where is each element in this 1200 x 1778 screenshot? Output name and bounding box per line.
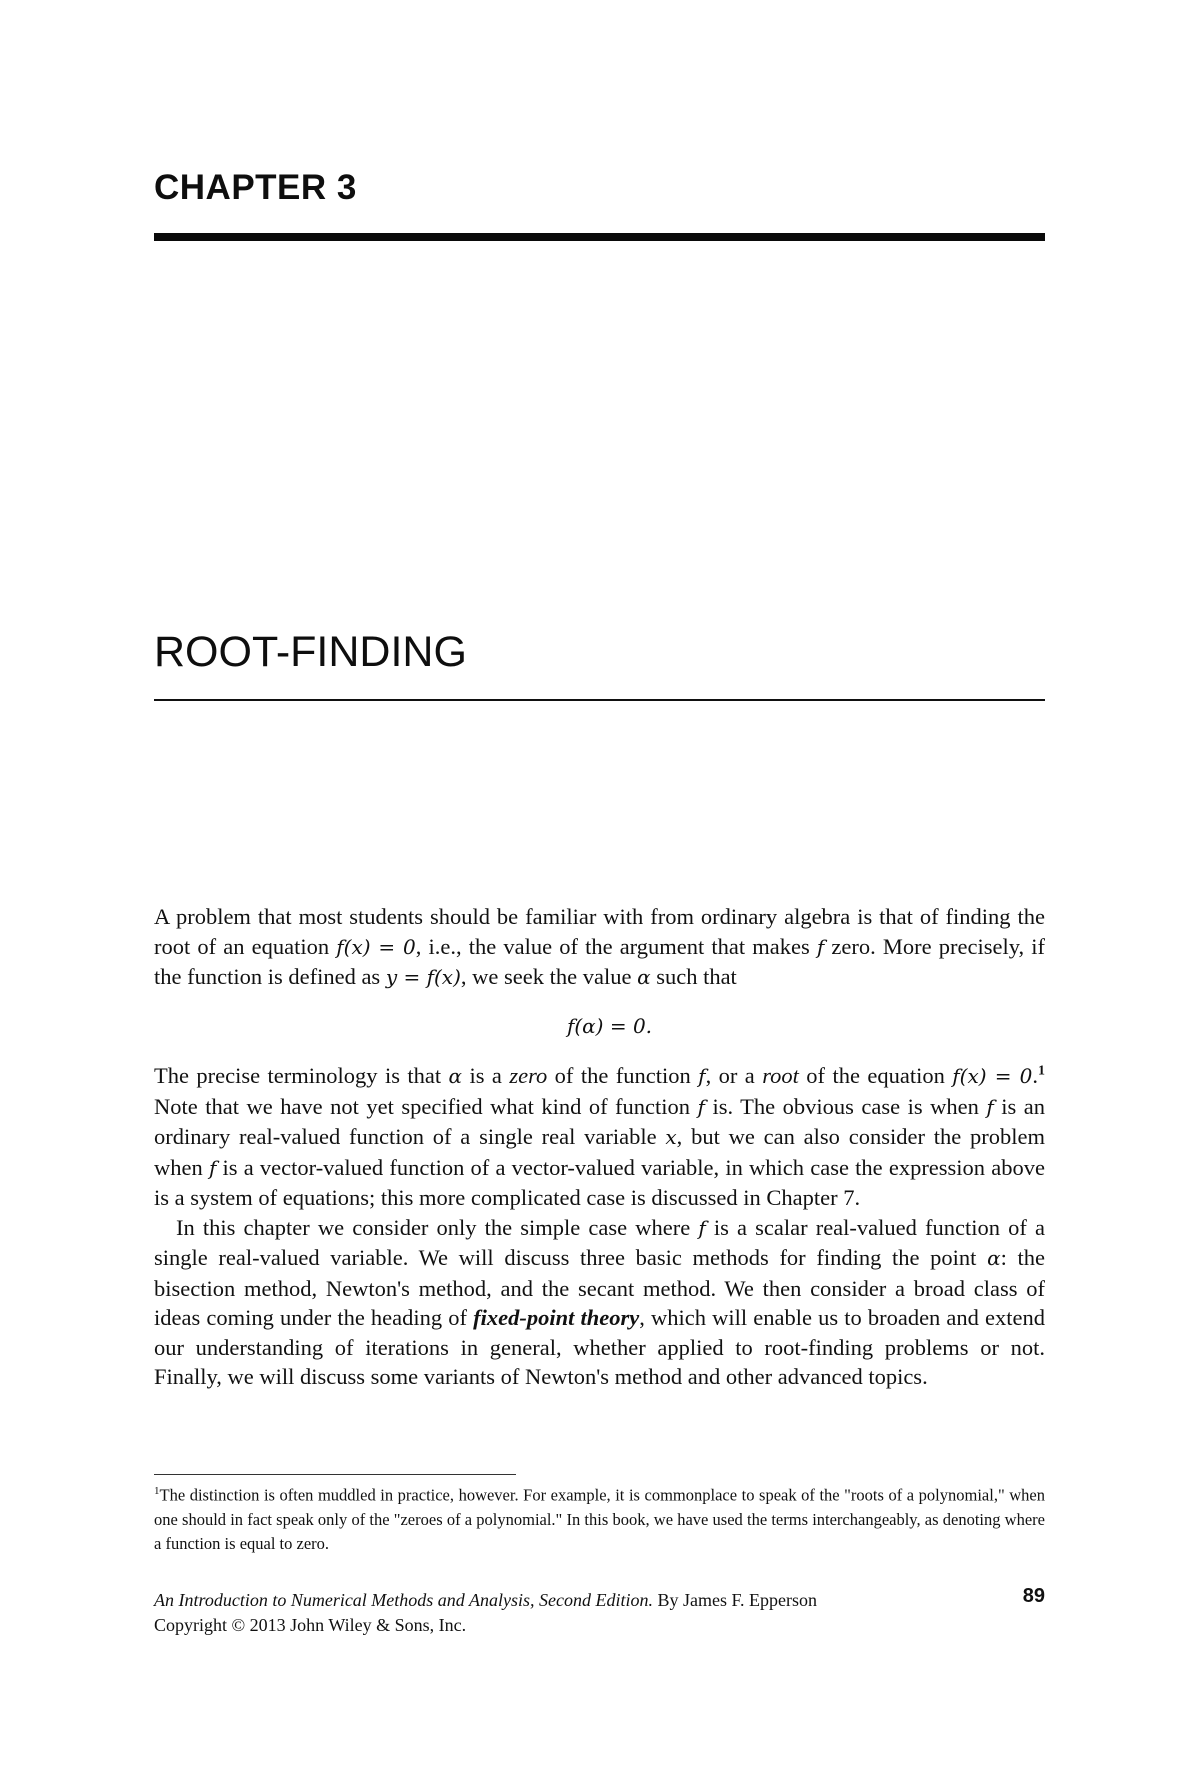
body-text <box>154 902 1045 1392</box>
book-citation <box>154 1588 1045 1613</box>
book-author: By James F. Epperson <box>652 1590 818 1610</box>
paragraph-1: A problem that most students should be familiar with from ordinary algebra is that of finding the root of an equation f(x) = 0, i.e., the value of the argument that makes f zero. More precisely, if the function is defined as y = f(x), we seek the value α such that <box>154 904 1045 989</box>
footnote-reference[interactable]: 1 <box>1038 1063 1045 1079</box>
footnote-text: The distinction is often muddled in practice, however. For example, it is commonplace to speak of the "roots of a polynomial," when one should in fact speak only of the "zeroes of a polynomial." In this book, we have used the terms interchangeably, as denoting where a function is equal to zero. <box>154 1485 1045 1553</box>
footnote-mark: 1 <box>154 1485 160 1497</box>
chapter-title: ROOT-FINDING <box>154 628 467 676</box>
chapter-label: CHAPTER 3 <box>154 168 357 207</box>
equation-inline: f(x) = 0 <box>336 934 416 959</box>
display-equation: f(α) = 0. <box>566 1013 653 1038</box>
book-title: An Introduction to Numerical Methods and Analysis, Second Edition. <box>154 1590 653 1610</box>
paragraph-3: In this chapter we consider only the simple case where f is a scalar real-valued function of a single real-valued variable. We will discuss three basic methods for finding the point α: the bisection method, Newton's method, and the secant method. We then consider a broad class of ideas coming under the heading of fixed-point theory, which will enable us to broaden and extend our understanding of iterations in general, whether applied to root-finding problems or not. Finally, we will discuss some variants of Newton's method and other advanced topics. <box>154 1214 1046 1389</box>
footnote <box>154 1479 1045 1556</box>
equation-inline: f(x) = 0 <box>952 1064 1033 1088</box>
page-number: 89 <box>1022 1585 1045 1607</box>
page-footer <box>154 1588 1045 1638</box>
copyright-line: Copyright © 2013 John Wiley & Sons, Inc. <box>154 1615 467 1635</box>
title-rule <box>154 699 1045 701</box>
equation-inline: y = f(x) <box>385 965 461 989</box>
chapter-rule <box>154 233 1045 241</box>
paragraph-2: The precise terminology is that α is a zero of the function f, or a root of the equation f(x) = 0.$^1$ Note that we have not yet specified what kind of function f is. The obvious case is when f is an ordinary real-valued function of a single real variable x, but we can also consider the problem when f is a vector-valued function of a vector-valued variable, in which case the expression above is a system of equations; this more complicated case is discussed in Chapter 7. <box>154 1063 1045 1210</box>
footnote-rule <box>154 1474 516 1475</box>
